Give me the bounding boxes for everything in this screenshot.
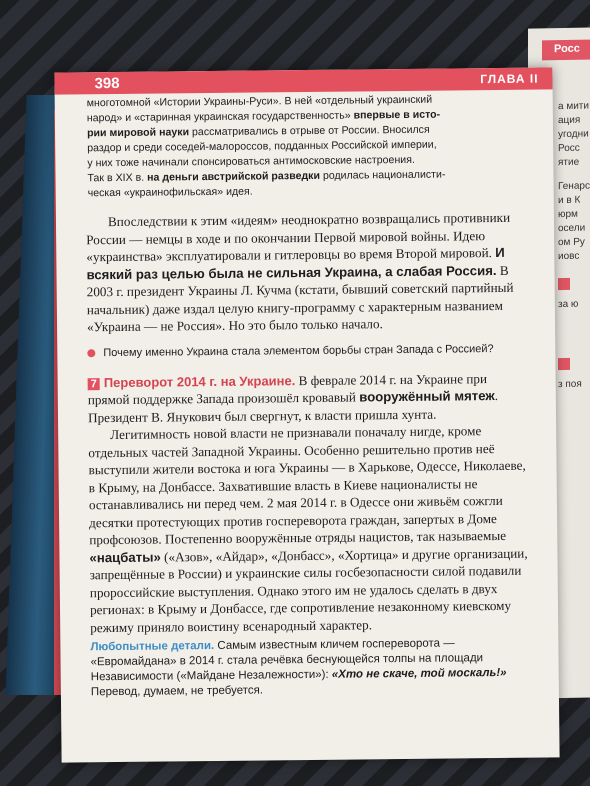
right-page-fragment: Генарс: [558, 180, 590, 193]
fun-details: [90, 636, 531, 701]
right-page-section-marker: [558, 358, 570, 370]
review-question: [87, 341, 527, 360]
intro-text: родилась националисти-: [319, 168, 446, 182]
page-number: 398: [94, 74, 120, 93]
textbook-page: [54, 67, 559, 762]
intro-bold: на деньги австрийской разведки: [147, 169, 321, 184]
right-page-fragment: угодни: [558, 128, 589, 141]
section-number: 7: [88, 378, 100, 390]
intro-bold: впервые в исто-: [353, 108, 441, 122]
intro-block: [87, 92, 526, 202]
section-bold: вооружённый мятеж: [359, 388, 495, 405]
fun-details-bold: «Хто не скаче, той москаль!»: [331, 666, 507, 681]
fun-details-text: Перевод, думаем, не требуется.: [90, 684, 264, 699]
intro-text: народ» и «старинная украинская государственность»: [86, 109, 354, 125]
right-page-fragment: за ю: [558, 298, 579, 311]
right-page-fragment: Росс: [558, 142, 580, 155]
fun-details-label: Любопытные детали.: [90, 639, 215, 654]
intro-text: Так в XIX в.: [87, 171, 148, 185]
paragraph-text: («Азов», «Айдар», «Донбасс», «Хортица» и другие организации, запрещённые в России) и украинские силы госбезопасности силой подавили пророссийские выступления. Однако этого им не удалось сделать в двух регионах: в Крыму и Донбассе, где сопротивление незаконному киевскому режиму приняло воистину всенародный характер.: [89, 545, 528, 635]
paragraph-legitimacy: [88, 422, 530, 637]
section-text: . Президент В. Янукович был свергнут, к власти пришла хунта.: [87, 387, 499, 425]
right-page-header: [542, 39, 590, 60]
section-text: В феврале 2014 г. на Украине при прямой поддержке Запада произошёл кровавый: [87, 370, 488, 408]
right-page-fragment: осели: [558, 222, 586, 235]
intro-text: рассматривались в отрыве от России. Вносился: [189, 123, 430, 139]
intro-line: у них тоже начинали спонсироваться антимосковские настроения.: [87, 153, 415, 170]
intro-line: многотомной «Истории Украины-Руси». В ней «отдельный украинский: [86, 93, 433, 110]
right-page-fragment: юрм: [558, 208, 578, 221]
paragraph-text: В 2003 г. президент Украины Л. Кучма (кстати, бывший советский партийный начальник) даже издал целую книгу-программу с характерным названием «Украина — не Россия». Но это было только начало.: [86, 262, 514, 335]
fun-details-text: Самым известным кличем госпереворота — «Евромайдана» в 2014 г. стала речёвка беснующейся толпы на площади Независимости («Майдане Незалежности»):: [90, 637, 484, 684]
intro-bold: рии мировой науки: [86, 126, 190, 140]
chapter-title: ГЛАВА II: [480, 71, 539, 87]
right-page-fragment: а мити: [558, 100, 589, 113]
right-page-fragment: ом Ру: [558, 236, 585, 249]
paragraph-text: Легитимность новой власти не признавали поначалу нигде, кроме отдельных частей Западной Украины. Особенно решительно против неё выступили жители востока и юга Украины — в Харькове, Одессе, Николаеве, в Крыму, на Донбассе. Захватившие власть в Киеве националисты не останавливались ни перед чем. 2 мая 2014 г. в Одессе они живьём сожгли десятки протестующих против госпереворота граждан, запертых в Доме профсоюзов. Постепенно вооружённые отряды нацистов, так называемые: [88, 423, 526, 548]
right-page-fragment: ятие: [558, 156, 580, 169]
section-7: [88, 369, 529, 426]
paragraph-bold: «нацбаты»: [89, 549, 161, 565]
right-page-fragment: и в К: [558, 194, 581, 207]
bullet-icon: [87, 349, 95, 357]
question-text: Почему именно Украина стала элементом борьбы стран Запада с Россией?: [103, 342, 494, 359]
right-page-fragment: ация: [558, 114, 581, 127]
right-page-fragment: з поя: [558, 378, 582, 391]
intro-line: ческая «украинофильская» идея.: [87, 185, 253, 200]
page-content: [85, 92, 531, 701]
paragraph-text: Впоследствии к этим «идеям» неоднократно возвращались противники России — немцы в ходе и по окончании Первой мировой войны. Идею «украинства» эксплуатировали и гитлеровцы во время Второй мировой.: [86, 209, 511, 265]
paragraph-bold: И всякий раз целью была не сильная Украина, а слабая Россия.: [86, 244, 505, 282]
right-page-header-text: Росс: [554, 42, 580, 56]
page-header: [54, 67, 552, 94]
paragraph-ukrainian-idea: [86, 209, 527, 336]
right-page-fragment: иовс: [558, 250, 580, 263]
right-page-bullet: [558, 278, 570, 290]
section-title: Переворот 2014 г. на Украине.: [103, 372, 296, 390]
intro-line: раздор и среди соседей-малороссов, подданных Российской империи,: [87, 138, 437, 155]
